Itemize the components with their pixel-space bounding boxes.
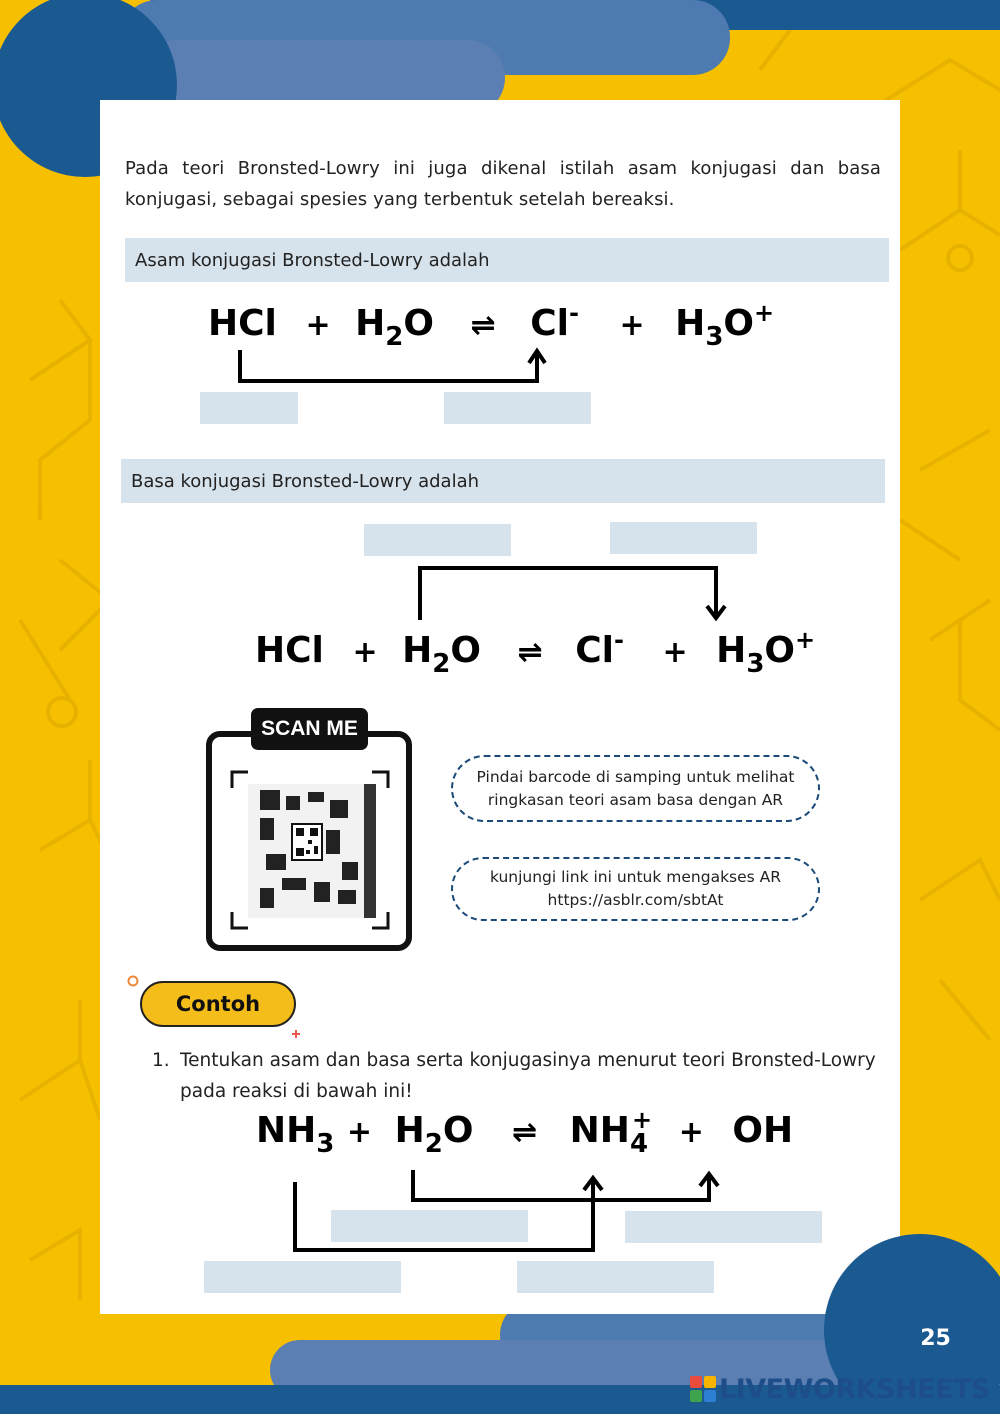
brand-name: LIVEWORKSHEETS — [719, 1373, 990, 1405]
equation-nh3 — [256, 1106, 794, 1159]
equation-acid — [208, 299, 775, 352]
info-bubble-scan: Pindai barcode di samping untuk melihat ringkasan teori asam basa dengan AR — [451, 755, 820, 822]
eq-cl-charge: - — [613, 626, 624, 654]
eq-h3o-o: O — [723, 303, 755, 344]
link-instruction: kunjungi link ini untuk mengakses AR — [489, 868, 782, 886]
eq-plus: + — [352, 635, 378, 670]
eq-cl-charge: - — [568, 299, 579, 327]
eq-reactant-hcl: HCl — [255, 630, 324, 671]
question-number: 1. — [152, 1050, 170, 1071]
eq-plus: + — [305, 308, 331, 343]
eq-equilibrium-arrow: ⇌ — [470, 308, 496, 343]
eq-h2o-sub: 2 — [385, 322, 404, 352]
eq-h2o-sub: 2 — [432, 649, 451, 679]
eq-equilibrium-arrow: ⇌ — [517, 635, 543, 670]
eq-nh4-main: NH — [569, 1110, 630, 1151]
eq-h2o-o: O — [403, 303, 434, 344]
question-text: Tentukan asam dan basa serta konjugasinya menurut teori Bronsted-Lowry pada reaksi di bawah ini! — [180, 1050, 876, 1102]
scan-me-label: SCAN ME — [251, 708, 368, 750]
eq-plus: + — [346, 1115, 373, 1150]
eq-h2o-h: H — [402, 630, 433, 671]
equation-base — [255, 626, 816, 679]
answer-box-nh3-1[interactable] — [331, 1210, 528, 1242]
intro-paragraph: Pada teori Bronsted-Lowry ini juga dikenal istilah asam konjugasi dan basa konjugasi, sebagai spesies yang terbentuk setelah bereaksi. — [125, 158, 881, 210]
eq-plus: + — [662, 635, 688, 670]
eq-h3o-charge: + — [754, 299, 775, 327]
info-bubble-link — [451, 857, 820, 921]
section-title-acid: Asam konjugasi Bronsted-Lowry adalah — [125, 238, 889, 282]
answer-box-base-2[interactable] — [610, 522, 757, 554]
acid-conjugate-arrow — [230, 345, 550, 390]
eq-h2o-h: H — [355, 303, 386, 344]
answer-box-acid-2[interactable] — [444, 392, 591, 424]
eq-h2o-sub: 2 — [424, 1129, 443, 1159]
eq-h3o-h: H — [716, 630, 747, 671]
answer-box-acid-1[interactable] — [200, 392, 298, 424]
brand-icon — [690, 1376, 716, 1402]
qr-code-image[interactable] — [230, 770, 390, 930]
eq-reactant-hcl: HCl — [208, 303, 277, 344]
eq-h3o-o: O — [764, 630, 796, 671]
answer-box-nh3-2[interactable] — [625, 1211, 822, 1243]
eq-cl: Cl — [575, 630, 614, 671]
eq-nh3-main: NH — [256, 1110, 317, 1151]
section-title-base: Basa konjugasi Bronsted-Lowry adalah — [121, 459, 885, 503]
eq-nh3-sub: 3 — [316, 1129, 335, 1159]
eq-h3o-sub: 3 — [746, 649, 765, 679]
eq-h2o-o: O — [442, 1110, 474, 1151]
eq-h3o-h: H — [675, 303, 706, 344]
answer-box-nh3-3[interactable] — [204, 1261, 401, 1293]
answer-box-nh3-4[interactable] — [517, 1261, 714, 1293]
eq-h3o-charge: + — [795, 626, 816, 654]
ar-link[interactable]: https://asblr.com/sbtAt — [547, 891, 724, 909]
page-number: 25 — [920, 1326, 951, 1351]
eq-h2o-o: O — [450, 630, 481, 671]
eq-h2o-h: H — [394, 1110, 425, 1151]
liveworksheets-logo[interactable] — [690, 1371, 990, 1407]
eq-equilibrium-arrow: ⇌ — [511, 1115, 538, 1150]
eq-oh: OH — [732, 1110, 794, 1151]
eq-nh4-sub: 4 — [629, 1129, 649, 1159]
eq-cl: Cl — [530, 303, 569, 344]
eq-plus: + — [619, 308, 645, 343]
eq-plus: + — [678, 1115, 704, 1150]
eq-h3o-sub: 3 — [705, 322, 724, 352]
base-conjugate-arrow — [410, 560, 730, 625]
eq-nh4-charge: + — [632, 1106, 653, 1134]
answer-box-base-1[interactable] — [364, 524, 511, 556]
contoh-label: Contoh — [140, 981, 296, 1027]
